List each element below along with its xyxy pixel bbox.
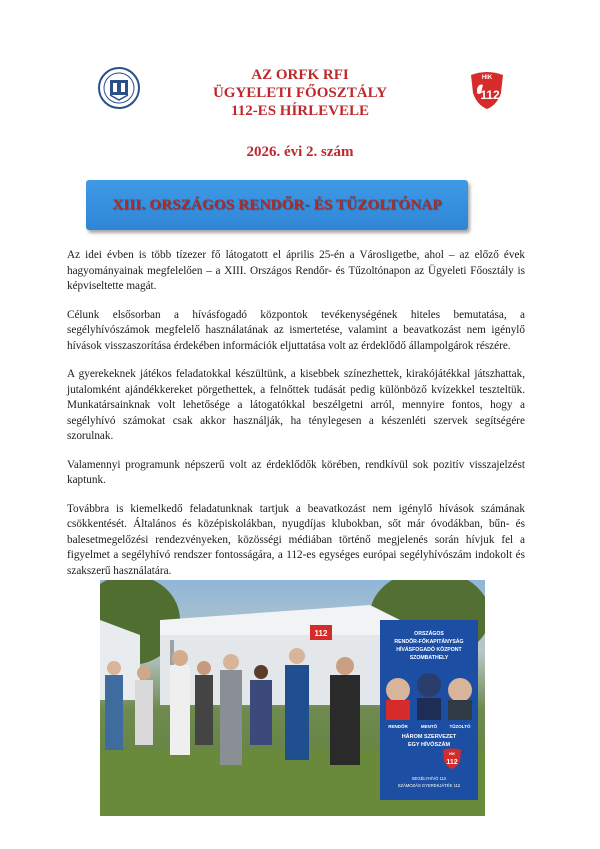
event-photo-illustration bbox=[100, 580, 485, 816]
event-photo bbox=[100, 580, 485, 816]
orfk-emblem-logo bbox=[98, 67, 140, 109]
rollup-slogan-2: EGY HÍVÓSZÁM bbox=[407, 742, 451, 748]
paragraph-3: A gyerekeknek játékos feladatokkal készültünk, a kisebbek színezhettek, kirakójátékkal játszhattak, jutalomként ajándékkereket pörgethettek, a felnőttek tudását pedig különböző kvízekkel teszteltük. Munkatársainknak volt lehetősége a látogatókkal beszélgetni arról, mennyire fontos, hogy a segélyhívó számokat csak akkor használják, ha ténylegesen a készenléti szervek segítségére szorulnak. bbox=[67, 368, 525, 442]
rollup-line-3: HÍVÁSFOGADÓ KÖZPONT bbox=[396, 647, 462, 653]
hik-112-logo bbox=[467, 69, 507, 111]
rollup-hik: HIK bbox=[448, 752, 456, 756]
rollup-line-1: ORSZÁGOS bbox=[414, 631, 444, 637]
article-body bbox=[67, 248, 525, 592]
rollup-banner bbox=[380, 620, 478, 800]
rollup-footer-1: SEGÉLYHÍVÓ 112 bbox=[411, 776, 447, 781]
paragraph-5: Továbbra is kiemelkedő feladatunknak tartjuk a beavatkozást nem igénylő hívások számának csökkentését. Általános és középiskolákban, nyugdíjas klubokban, sőt már óvodákban, bűn- és balesetmegelőzési rendezvényeken, közösségi médiában történő megjelenés során hívjuk fel a figyelmet a segélyhívó rendszer fontosságára, a 112-es egységes európai segélyhívószám indokolt és szakszerű használatára. bbox=[67, 502, 525, 577]
headline-text: XIII. ORSZÁGOS RENDŐR- ÉS TŰZOLTÓNAP bbox=[112, 196, 442, 213]
title-line-1: AZ ORFK RFI bbox=[251, 67, 349, 83]
issue-number: 2026. évi 2. szám bbox=[246, 144, 354, 160]
rollup-label-2: MENTŐ bbox=[420, 724, 438, 729]
hik-number: 112 bbox=[480, 88, 500, 102]
rollup-line-2: RENDŐR-FŐKAPITÁNYSÁG bbox=[394, 639, 464, 645]
paragraph-1: Az idei évben is több tízezer fő látogatott el április 25-én a Városligetbe, ahol – az előző évek hagyományainak megfelelően – a XIII. Országos Rendőr- és Tűzoltónapon az Ügyeleti Főosztály is képviseltette magát. bbox=[67, 249, 525, 292]
rollup-label-1: RENDŐR bbox=[388, 724, 408, 729]
rollup-slogan-1: HÁROM SZERVEZET bbox=[401, 734, 457, 740]
rollup-line-4: SZOMBATHELY bbox=[409, 655, 449, 661]
rollup-footer-2: SZÁMOZÁS GYEREKJÁTÉK 112 bbox=[397, 783, 461, 788]
paragraph-4: Valamennyi programunk népszerű volt az érdeklődők körében, rendkívül sok pozitív visszajelzést kaptunk. bbox=[67, 458, 525, 486]
paragraph-2: Célunk elsősorban a hívásfogadó központok tevékenységének hiteles bemutatása, a segélyhívószámok megfelelő használatának az ismertetése, valamint a beavatkozást nem igénylő hívások visszaszorítása érdekében információk eljuttatása volt az érdeklődő állampolgárok részére. bbox=[67, 308, 525, 352]
title-line-3: 112-ES HÍRLEVELE bbox=[231, 103, 369, 119]
rollup-number: 112 bbox=[446, 759, 458, 766]
headline-banner bbox=[86, 180, 468, 230]
rollup-label-3: TŰZOLTÓ bbox=[449, 724, 471, 729]
title-line-2: ÜGYELETI FŐOSZTÁLY bbox=[212, 85, 388, 101]
hik-text: HIK bbox=[481, 75, 493, 81]
newsletter-title bbox=[150, 66, 450, 120]
tent-sign-text: 112 bbox=[314, 629, 328, 638]
